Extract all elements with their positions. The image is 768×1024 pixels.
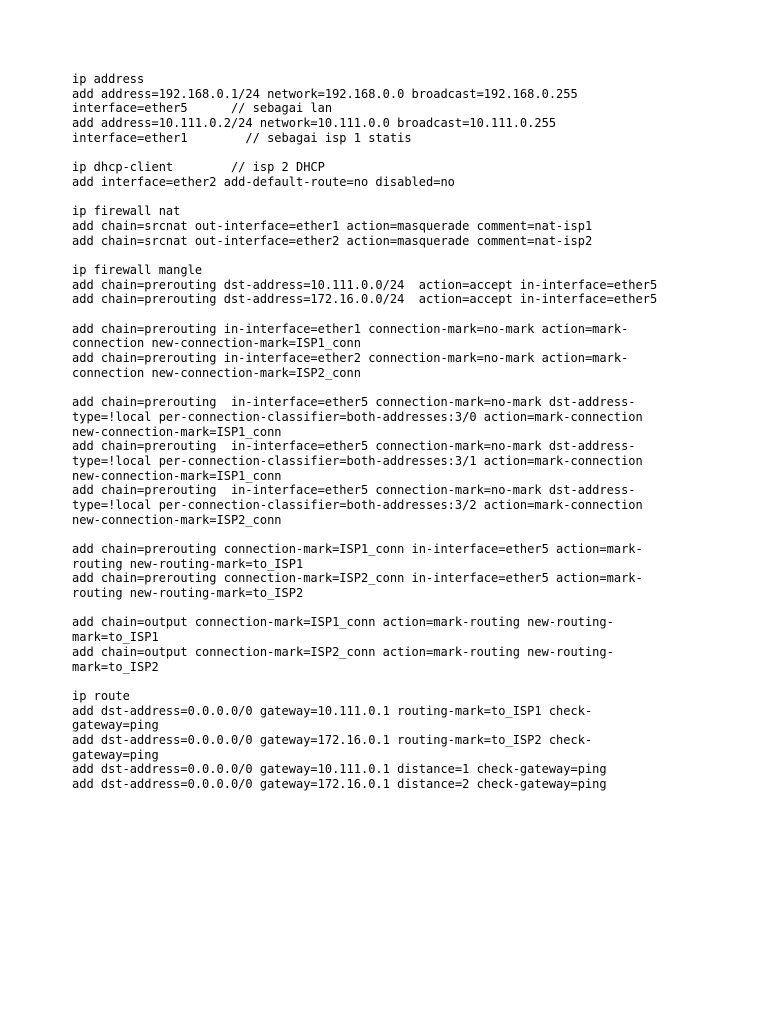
code-line: ip firewall mangle — [72, 262, 203, 277]
blank-line — [72, 190, 712, 205]
code-line: add dst-address=0.0.0.0/0 gateway=172.16.0.1 routing-mark=to_ISP2 check- — [72, 732, 593, 747]
blank-line — [72, 248, 712, 263]
blank-line — [72, 145, 712, 160]
code-line: add chain=prerouting connection-mark=ISP2_conn in-interface=ether5 action=mark- — [72, 571, 643, 586]
document-body — [72, 72, 712, 792]
code-line: gateway=ping — [72, 747, 159, 762]
code-line: gateway=ping — [72, 718, 159, 733]
blank-line — [72, 380, 712, 395]
blank-line — [72, 601, 712, 616]
code-line: type=!local per-connection-classifier=both-addresses:3/1 action=mark-connection — [72, 453, 643, 468]
code-line: mark=to_ISP2 — [72, 659, 159, 674]
code-line: interface=ether1 // sebagai isp 1 statis — [72, 130, 412, 145]
code-line: add chain=prerouting dst-address=172.16.0.0/24 action=accept in-interface=ether5 — [72, 292, 658, 307]
blank-line — [72, 307, 712, 322]
code-line: ip dhcp-client // isp 2 DHCP — [72, 160, 325, 175]
code-line: add chain=srcnat out-interface=ether1 action=masquerade comment=nat-isp1 — [72, 218, 593, 233]
code-line: ip address — [72, 72, 145, 86]
blank-line — [72, 527, 712, 542]
code-line: add dst-address=0.0.0.0/0 gateway=10.111.0.1 routing-mark=to_ISP1 check- — [72, 703, 593, 718]
code-line: add address=192.168.0.1/24 network=192.168.0.0 broadcast=192.168.0.255 — [72, 86, 578, 101]
code-line: type=!local per-connection-classifier=both-addresses:3/2 action=mark-connection — [72, 497, 643, 512]
blank-line — [72, 674, 712, 689]
code-line: add chain=prerouting in-interface=ether2 connection-mark=no-mark action=mark- — [72, 351, 629, 366]
code-line: add chain=prerouting in-interface=ether5 connection-mark=no-mark dst-address- — [72, 395, 636, 410]
code-line: add chain=prerouting in-interface=ether1 connection-mark=no-mark action=mark- — [72, 321, 629, 336]
code-line: add chain=output connection-mark=ISP2_conn action=mark-routing new-routing- — [72, 644, 614, 659]
code-line: add dst-address=0.0.0.0/0 gateway=172.16.0.1 distance=2 check-gateway=ping — [72, 777, 607, 791]
code-line: add chain=prerouting dst-address=10.111.0.0/24 action=accept in-interface=ether5 — [72, 277, 658, 292]
code-line: mark=to_ISP1 — [72, 630, 159, 645]
code-line: add chain=prerouting in-interface=ether5 connection-mark=no-mark dst-address- — [72, 483, 636, 498]
code-line: add address=10.111.0.2/24 network=10.111.0.0 broadcast=10.111.0.255 — [72, 116, 557, 131]
code-line: connection new-connection-mark=ISP2_conn — [72, 365, 361, 380]
code-line: new-connection-mark=ISP2_conn — [72, 512, 282, 527]
code-line: connection new-connection-mark=ISP1_conn — [72, 336, 361, 351]
code-line: new-connection-mark=ISP1_conn — [72, 468, 282, 483]
code-line: type=!local per-connection-classifier=both-addresses:3/0 action=mark-connection — [72, 409, 643, 424]
code-line: routing new-routing-mark=to_ISP1 — [72, 556, 304, 571]
code-line: add chain=prerouting connection-mark=ISP1_conn in-interface=ether5 action=mark- — [72, 542, 643, 556]
code-line: ip firewall nat — [72, 204, 181, 219]
code-line: add chain=srcnat out-interface=ether2 action=masquerade comment=nat-isp2 — [72, 233, 593, 248]
code-line: new-connection-mark=ISP1_conn — [72, 424, 282, 439]
code-line: add interface=ether2 add-default-route=no disabled=no — [72, 174, 455, 189]
code-line: ip route — [72, 688, 130, 703]
code-line: routing new-routing-mark=to_ISP2 — [72, 586, 304, 601]
code-line: add dst-address=0.0.0.0/0 gateway=10.111.0.1 distance=1 check-gateway=ping — [72, 762, 607, 777]
code-line: interface=ether5 // sebagai lan — [72, 101, 333, 116]
code-line: add chain=prerouting in-interface=ether5 connection-mark=no-mark dst-address- — [72, 439, 636, 454]
code-line: add chain=output connection-mark=ISP1_conn action=mark-routing new-routing- — [72, 615, 614, 630]
